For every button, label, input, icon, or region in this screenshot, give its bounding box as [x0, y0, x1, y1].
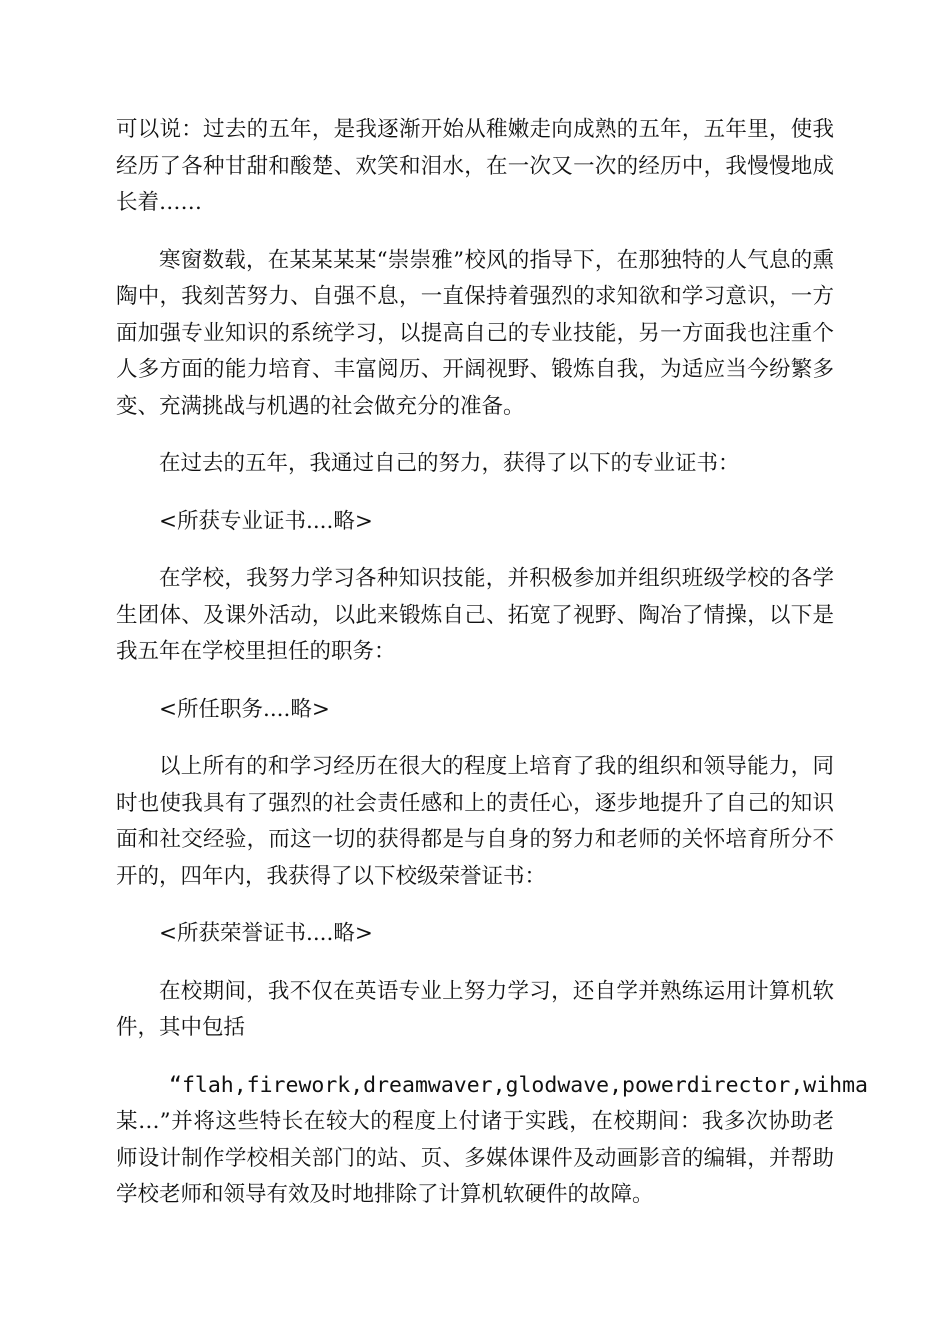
paragraph-computer-skills: 在校期间，我不仅在英语专业上努力学习，还自学并熟练运用计算机软件，其中包括	[116, 978, 834, 1040]
software-list-line: “flah,firework,dreamwaver,glodwave,powerdirector,wihma	[169, 1072, 868, 1098]
paragraph-school-activities: 在学校，我努力学习各种知识技能，并积极参加并组织班级学校的各学生团体、及课外活动，以此来锻炼自己、拓宽了视野、陶冶了情操，以下是我五年在学校里担任的职务：	[116, 566, 834, 664]
paragraph-intro: 可以说：过去的五年，是我逐渐开始从稚嫩走向成熟的五年，五年里，使我经历了各种甘甜和酸楚、欢笑和泪水，在一次又一次的经历中，我慢慢地成长着……	[116, 117, 834, 215]
document-page	[116, 112, 868, 1235]
paragraph-abilities: 以上所有的和学习经历在很大的程度上培育了我的组织和领导能力，同时也使我具有了强烈的社会责任感和上的责任心，逐步地提升了自己的知识面和社交经验，而这一切的获得都是与自身的努力和老师的关怀培育所分不开的，四年内，我获得了以下校级荣誉证书：	[116, 754, 834, 889]
placeholder-honors: <所获荣誉证书....略>	[159, 921, 373, 946]
placeholder-positions: <所任职务....略>	[159, 696, 330, 722]
paragraph-study: 寒窗数载，在某某某某“崇崇雅”校风的指导下，在那独特的人气息的熏陶中，我刻苦努力、自强不息，一直保持着强烈的求知欲和学习意识，一方面加强专业知识的系统学习，以提高自己的专业技能，另一方面我也注重个人多方面的能力培育、丰富阅历、开阔视野、锻炼自我，为适应当今纷繁多变、充满挑战与机遇的社会做充分的准备。	[116, 247, 834, 419]
paragraph-certificates-intro: 在过去的五年，我通过自己的努力，获得了以下的专业证书：	[159, 451, 740, 476]
placeholder-certificates: <所获专业证书....略>	[159, 508, 373, 534]
paragraph-practice: 某…”并将这些特长在较大的程度上付诸于实践，在校期间：我多次协助老师设计制作学校相关部门的站、页、多媒体课件及动画影音的编辑，并帮助学校老师和领导有效及时地排除了计算机软硬件的故障。	[116, 1109, 834, 1207]
